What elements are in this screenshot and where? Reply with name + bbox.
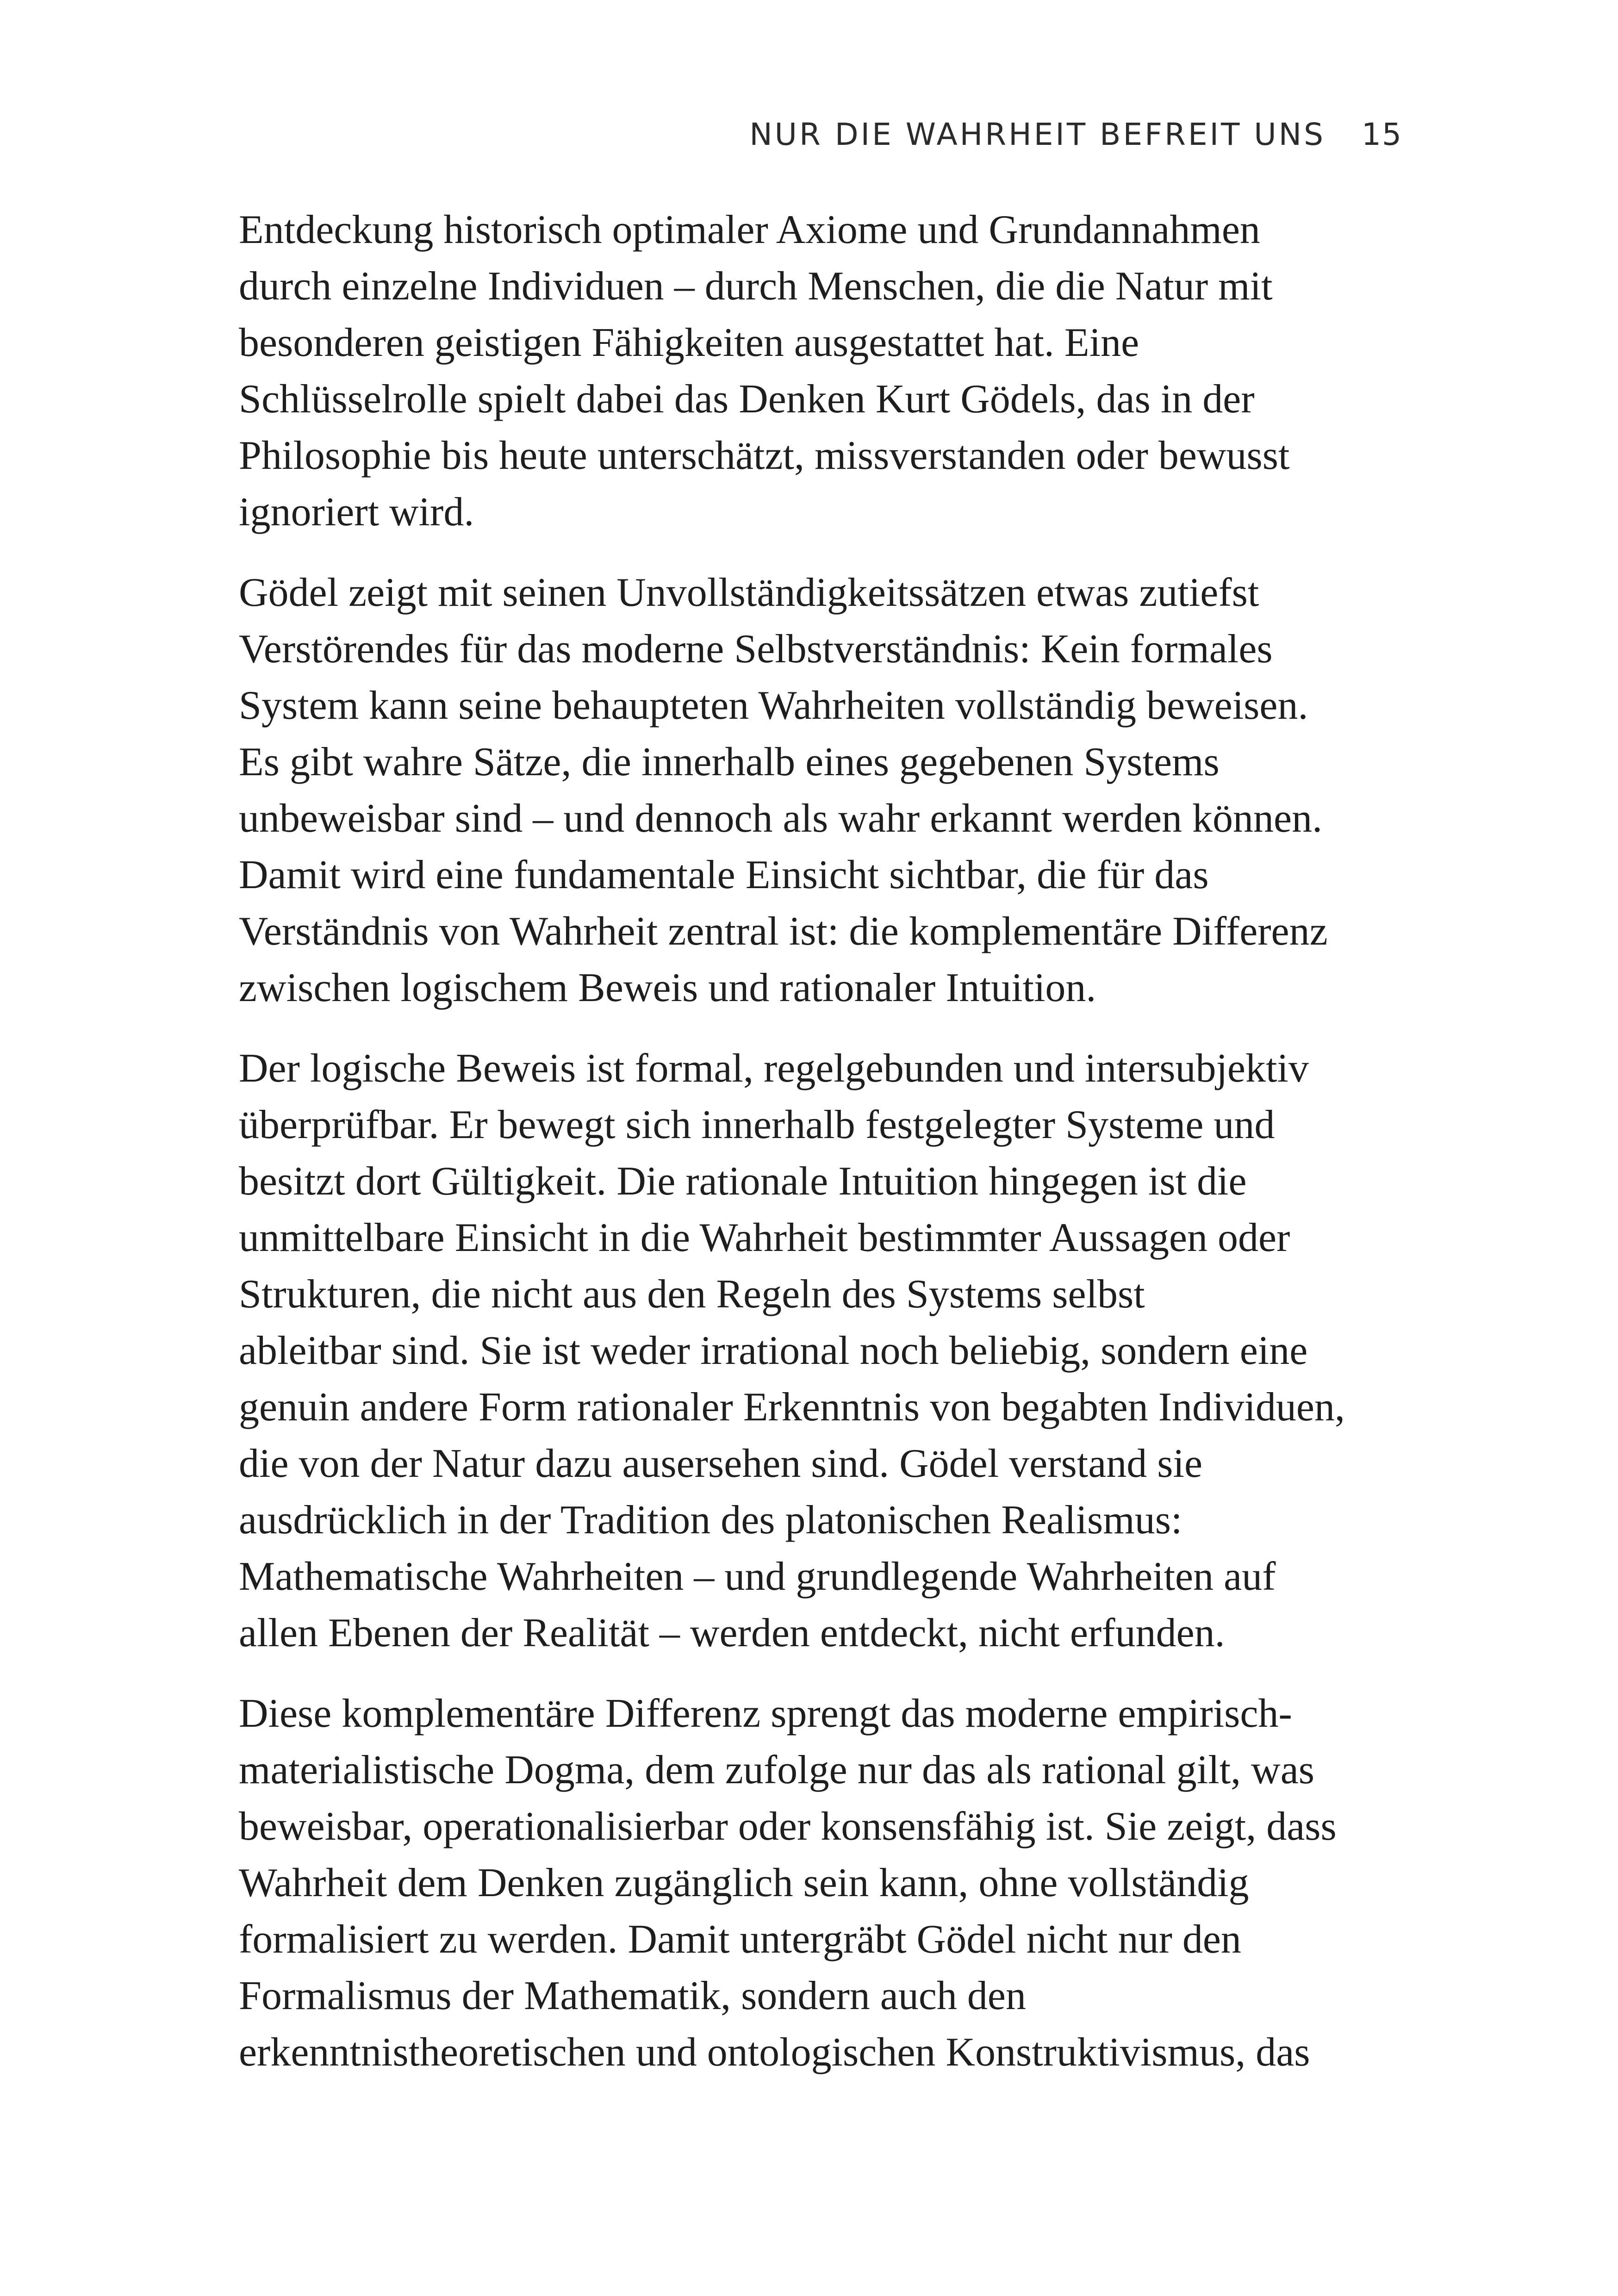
- paragraph-1: [239, 202, 1433, 541]
- paragraph-2: [239, 565, 1433, 1016]
- text-line: Strukturen, die nicht aus den Regeln des Systems selbst: [239, 1272, 1145, 1317]
- text-line: zwischen logischem Beweis und rationaler Intuition.: [239, 965, 1096, 1010]
- text-line: allen Ebenen der Realität – werden entdeckt, nicht erfunden.: [239, 1611, 1225, 1655]
- text-line: besitzt dort Gültigkeit. Die rationale Intuition hingegen ist die: [239, 1159, 1247, 1204]
- text-line: System kann seine behaupteten Wahrheiten vollständig beweisen.: [239, 683, 1308, 728]
- text-line: Diese komplementäre Differenz sprengt das moderne empirisch-: [239, 1691, 1292, 1736]
- paragraph-4: [239, 1686, 1433, 2081]
- text-line: die von der Natur dazu ausersehen sind. Gödel verstand sie: [239, 1441, 1203, 1486]
- text-line: Entdeckung historisch optimaler Axiome und Grundannahmen: [239, 207, 1260, 252]
- text-line: Verstörendes für das moderne Selbstverständnis: Kein formales: [239, 627, 1273, 672]
- text-line: genuin andere Form rationaler Erkenntnis von begabten Individuen,: [239, 1385, 1345, 1430]
- text-line: Philosophie bis heute unterschätzt, missverstanden oder bewusst: [239, 433, 1290, 478]
- text-line: unbeweisbar sind – und dennoch als wahr erkannt werden können.: [239, 796, 1323, 841]
- text-line: Wahrheit dem Denken zugänglich sein kann, ohne vollständig: [239, 1860, 1249, 1905]
- text-line: ausdrücklich in der Tradition des platonischen Realismus:: [239, 1498, 1182, 1543]
- body-text: [239, 202, 1433, 2105]
- text-line: ignoriert wird.: [239, 490, 474, 535]
- text-line: ableitbar sind. Sie ist weder irrational noch beliebig, sondern eine: [239, 1328, 1308, 1373]
- paragraph-3: [239, 1040, 1433, 1661]
- text-line: durch einzelne Individuen – durch Menschen, die die Natur mit: [239, 264, 1273, 309]
- page-number: 15: [1362, 117, 1402, 152]
- text-line: erkenntnistheoretischen und ontologischen Konstruktivismus, das: [239, 2030, 1310, 2075]
- text-line: Gödel zeigt mit seinen Unvollständigkeitssätzen etwas zutiefst: [239, 570, 1259, 615]
- text-line: Der logische Beweis ist formal, regelgebunden und intersubjektiv: [239, 1046, 1309, 1091]
- text-line: Mathematische Wahrheiten – und grundlegende Wahrheiten auf: [239, 1554, 1276, 1599]
- text-line: Formalismus der Mathematik, sondern auch den: [239, 1973, 1026, 2018]
- text-line: besonderen geistigen Fähigkeiten ausgestattet hat. Eine: [239, 320, 1139, 365]
- text-line: Damit wird eine fundamentale Einsicht sichtbar, die für das: [239, 852, 1209, 897]
- text-line: formalisiert zu werden. Damit untergräbt Gödel nicht nur den: [239, 1917, 1241, 1962]
- text-line: Es gibt wahre Sätze, die innerhalb eines gegebenen Systems: [239, 740, 1220, 784]
- text-line: überprüfbar. Er bewegt sich innerhalb festgelegter Systeme und: [239, 1102, 1275, 1147]
- text-line: unmittelbare Einsicht in die Wahrheit bestimmter Aussagen oder: [239, 1215, 1290, 1260]
- running-header-title: NUR DIE WAHRHEIT BEFREIT UNS: [749, 117, 1326, 152]
- text-line: Schlüsselrolle spielt dabei das Denken Kurt Gödels, das in der: [239, 377, 1255, 422]
- text-line: beweisbar, operationalisierbar oder konsensfähig ist. Sie zeigt, dass: [239, 1804, 1337, 1849]
- text-line: materialistische Dogma, dem zufolge nur das als rational gilt, was: [239, 1748, 1315, 1792]
- text-line: Verständnis von Wahrheit zentral ist: die komplementäre Differenz: [239, 909, 1328, 954]
- running-header: [749, 117, 1402, 152]
